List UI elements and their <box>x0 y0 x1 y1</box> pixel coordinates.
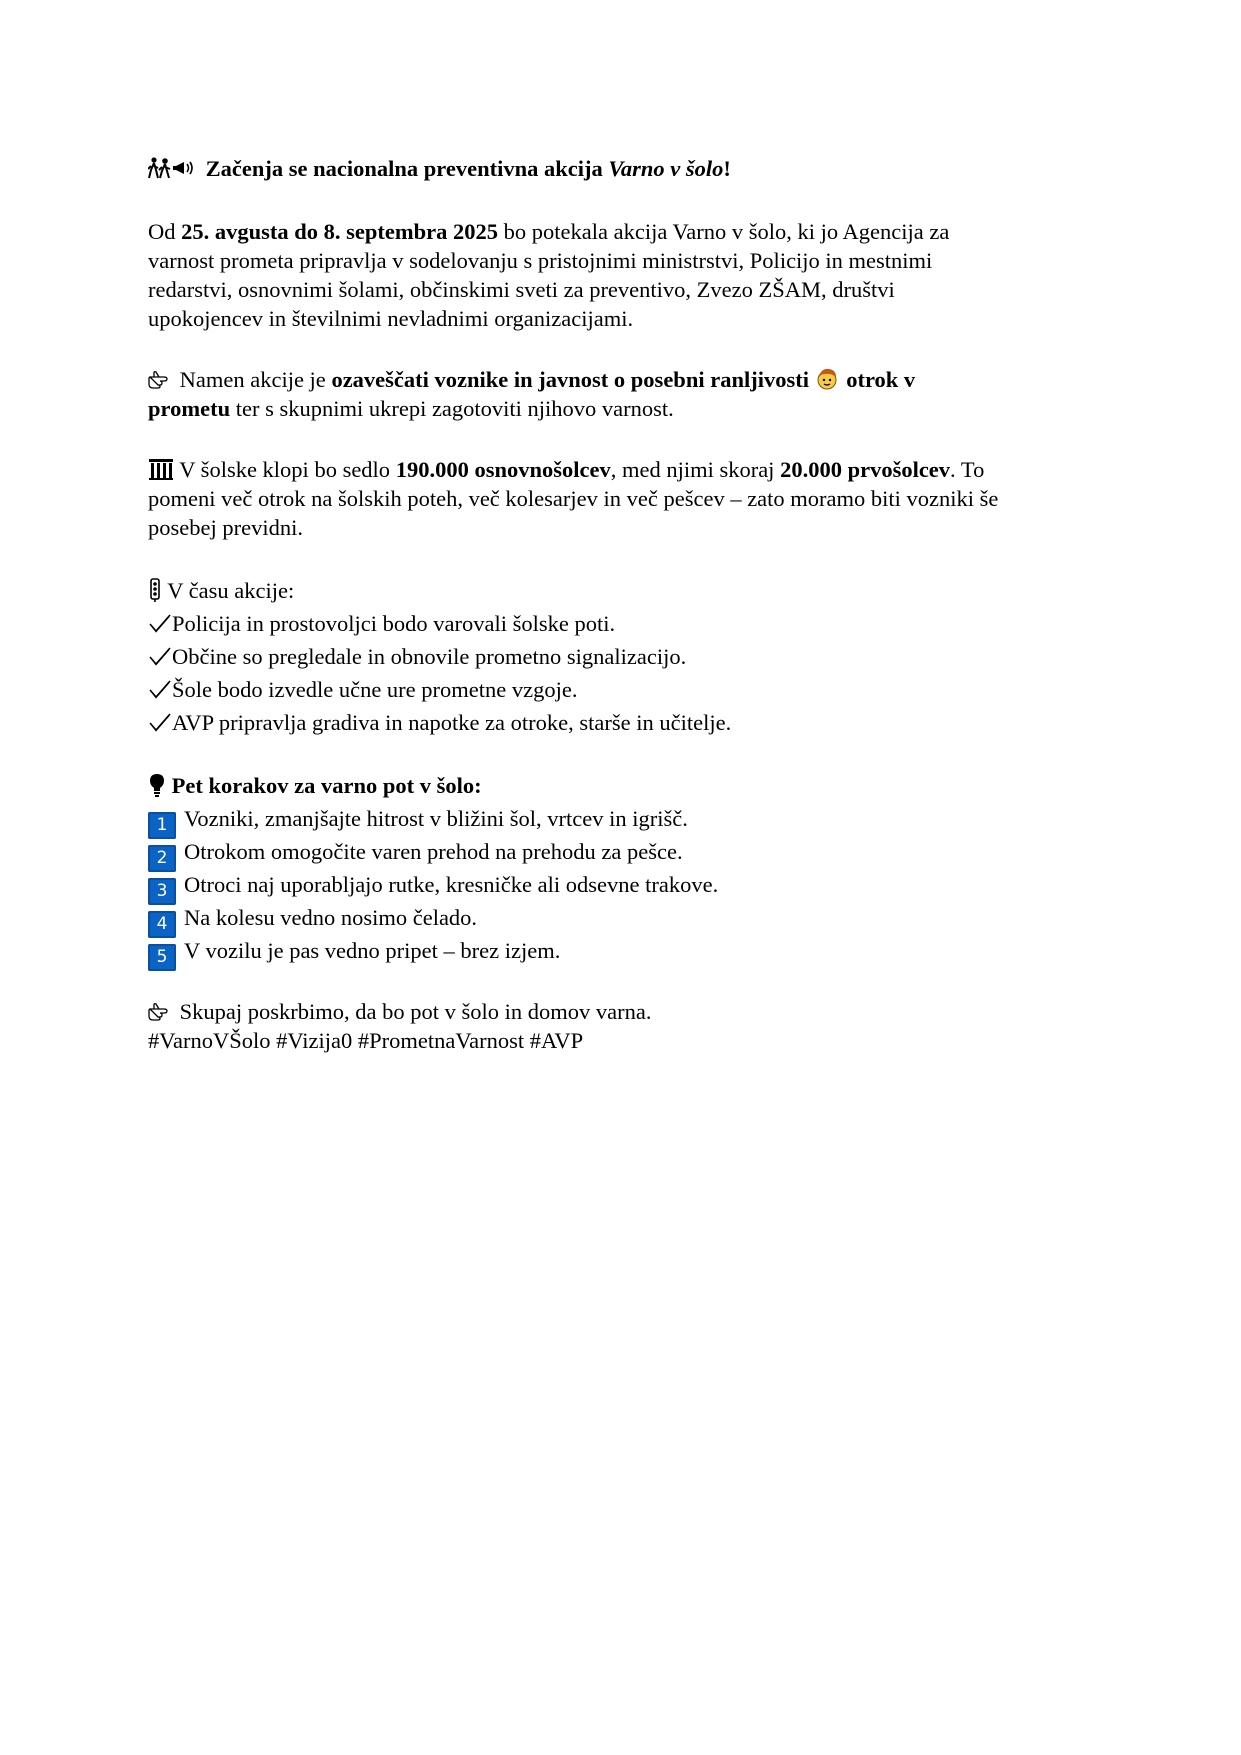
list-item: AVP pripravlja gradiva in napotke za otroke, starše in učitelje. <box>148 706 1108 739</box>
intro-dates: 25. avgusta do 8. septembra 2025 <box>181 219 499 244</box>
steps-title: Pet korakov za varno pot v šolo: <box>148 769 1108 802</box>
list-item: 1 Vozniki, zmanjšajte hitrost v bližini šol, vrtcev in igrišč. <box>148 802 1108 835</box>
list-item: 3 Otroci naj uporabljajo rutke, kresničke ali odsevne trakove. <box>148 868 1108 901</box>
post-heading <box>148 152 1108 185</box>
purpose-paragraph: Namen akcije je ozaveščati voznike in javnost o posebni ranljivosti otrok v prometu ter s skupnimi ukrepi zagotoviti njihovo varnost. <box>148 367 916 421</box>
child-face-icon <box>815 366 841 392</box>
number-badge: 4 <box>148 911 176 938</box>
during-section <box>148 574 1108 739</box>
number-badge: 3 <box>148 878 176 905</box>
list-item: Občine so pregledale in obnovile prometno signalizacijo. <box>148 640 1108 673</box>
intro-paragraph: Od 25. avgusta do 8. septembra 2025 bo potekala akcija Varno v šolo, ki jo Agencija za varnost prometa pripravlja v sodelovanju s pristojnimi ministrstvi, Policijo in mestnimi redarstvi, osnovnimi šolami, občinskimi sveti za preventivo, Zvezo ZŠAM, društvi upokojencev in številnimi nevladnimi organizacijami. <box>148 219 950 331</box>
number-badge: 5 <box>148 944 176 971</box>
school-building-icon <box>148 457 174 481</box>
children-megaphone-icon <box>148 157 200 179</box>
check-mark-icon <box>148 645 172 667</box>
heading-end: ! <box>723 156 731 181</box>
school-paragraph: V šolske klopi bo sedlo 190.000 osnovnošolcev, med njimi skoraj 20.000 prvošolcev. To pomeni več otrok na šolskih poteh, več kolesarjev in več pešcev – zato moramo biti vozniki še posebej previdni. <box>148 457 999 540</box>
closing-paragraph: Skupaj poskrbimo, da bo pot v šolo in domov varna. #VarnoVŠolo #Vizija0 #PrometnaVarnost #AVP <box>148 999 652 1053</box>
lightbulb-icon <box>148 773 166 797</box>
list-item: 5 V vozilu je pas vedno pripet – brez izjem. <box>148 934 1108 967</box>
pointing-hand-icon <box>148 369 174 389</box>
during-title: V času akcije: <box>148 574 1108 607</box>
heading-italic: Varno v šolo <box>608 156 724 181</box>
check-mark-icon <box>148 678 172 700</box>
check-mark-icon <box>148 711 172 733</box>
list-item: 2 Otrokom omogočite varen prehod na prehodu za pešce. <box>148 835 1108 868</box>
number-badge: 1 <box>148 812 176 839</box>
pointing-hand-icon <box>148 1001 174 1021</box>
hashtags[interactable]: #VarnoVŠolo #Vizija0 #PrometnaVarnost #AVP <box>148 1028 584 1053</box>
heading-text: Začenja se nacionalna preventivna akcija <box>205 156 609 181</box>
traffic-light-icon <box>148 578 162 602</box>
number-badge: 2 <box>148 845 176 872</box>
check-mark-icon <box>148 612 172 634</box>
steps-section <box>148 769 1108 967</box>
list-item: 4 Na kolesu vedno nosimo čelado. <box>148 901 1108 934</box>
post-content <box>148 152 1108 1055</box>
list-item: Policija in prostovoljci bodo varovali šolske poti. <box>148 607 1108 640</box>
list-item: Šole bodo izvedle učne ure prometne vzgoje. <box>148 673 1108 706</box>
